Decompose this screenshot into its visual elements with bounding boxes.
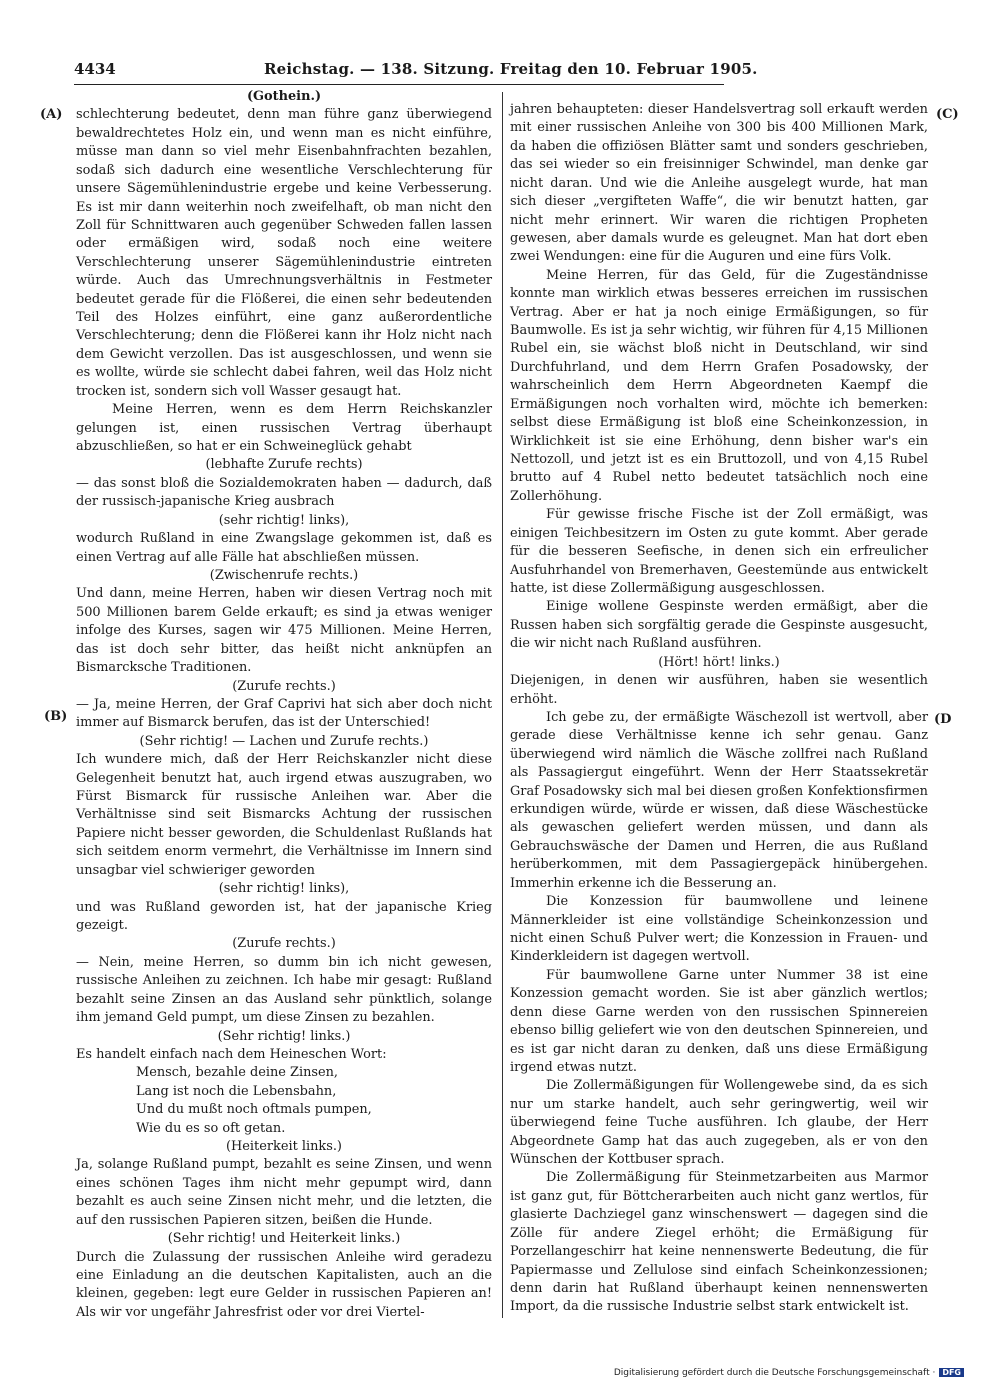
column-divider — [502, 92, 503, 1318]
interjection: (Zwischenrufe rechts.) — [209, 567, 359, 583]
page-number: 4434 — [74, 60, 116, 78]
paragraph: Meine Herren, für das Geld, für die Zugeständnisse konnte man wirklich etwas besseres erreichen im russischen Vertrag. Aber er hat ja noch einige Ermäßigungen, so für Baumwolle. Es ist ja sehr wichtig, wir führen für 4,15 Millionen Rubel ein, sie wächst bloß nicht in Deutschland, wir sind Durchfuhrland, und dem Herrn Grafen Posadowsky, der wahrscheinlich dem Herrn Abgeordneten Kaempf die Ermäßigungen noch vorhalten wird, möchte ich bemerken: selbst diese Ermäßigung ist bloß eine Scheinkonzession, in Wirklichkeit ist sie eine Erhöhung, denn bisher war's ein Nettozoll, und jetzt ist es ein Bruttozoll, und von 4,15 Rubel brutto auf 4 Rubel netto bedeutet tatsächlich noch eine Zollerhöhung. — [510, 267, 928, 504]
digitization-credit — [614, 1368, 964, 1378]
paragraph: Die Zollermäßigungen für Wollengewebe sind, da es sich nur um starke handelt, auch sehr geringwertig, weil wir überwiegend feine Tuche ausführen. Ich glaube, der Herr Abgeordnete Gamp hat das auch zugegeben, als er von den Wünschen der Kottbuser sprach. — [510, 1078, 928, 1168]
paragraph: Die Zollermäßigung für Steinmetzarbeiten aus Marmor ist ganz gut, für Böttcherarbeiten auch nicht ganz wertlos, für glasierte Dachziegel ganz winschenswert — dagegen sind die Zölle für andere Ziegel erhöht; die Ermäßigung für Porzellangeschirr hat keine nennenswerte Bedeutung, die für Papiermasse und Zellulose sind einfach Scheinkonzessionen; denn darin hat Rußland überhaupt keinen nennenswerten Import, da die russische Industrie selbst stark entwickelt ist. — [510, 1170, 928, 1315]
paragraph: jahren behaupteten: dieser Handelsvertrag soll erkauft werden mit einer russischen Anleihe von 300 bis 400 Millionen Mark, da haben die offiziösen Blätter samt und sonders geschrieben, das sei wieder so ein freisinniger Schwindel, man denke gar nicht daran. Und wie die Anleihe ausgelegt wurde, hat man sich dieser „vergifteten Waffe“, die wir benutzt hatten, gar nicht mehr erinnert. Wir waren die richtigen Propheten gewesen, aber damals wurde es geleugnet. Man hat dort eben zwei Wendungen: eine für die Auguren und eine fürs Volk. — [510, 102, 928, 265]
credit-text: Digitalisierung gefördert durch die Deutsche Forschungsgemeinschaft · — [613, 1368, 936, 1378]
speaker-name: (Gothein.) — [246, 89, 322, 104]
paragraph: Und dann, meine Herren, haben wir diesen Vertrag noch mit 500 Millionen barem Gelde erkauft; es sind ja etwas weniger infolge des Kurses, sagen wir 475 Millionen. Meine Herren, das ist doch sehr bitter, das heißt nicht anknüpfen an Bismarcksche Traditionen. — [76, 586, 492, 676]
verse-line: Wie du es so oft getan. — [136, 1120, 286, 1136]
margin-marker-a: (A) — [40, 107, 63, 122]
paragraph: Für baumwollene Garne unter Nummer 38 ist eine Konzession gemacht worden. Sie ist aber gänzlich wertlos; denn diese Garne werden von den russischen Spinnereien ebenso billig geliefert wie von den deutschen Spinnereien, und es ist gar nicht daran zu denken, daß uns diese Ermäßigung irgend etwas nutzt. — [510, 967, 928, 1075]
margin-marker-b: (B) — [44, 709, 68, 724]
paragraph: Für gewisse frische Fische ist der Zoll ermäßigt, was einigen Teichbesitzern im Osten zu gute kommt. Aber gerade für die besseren Seefische, in denen sich ein erfreulicher Ausfuhrhandel von Bremerhaven, Geestemünde aus entwickelt hatte, ist diese Zollermäßigung ausgeschlossen. — [510, 507, 928, 596]
interjection: (Hört! hört! links.) — [658, 654, 780, 670]
paragraph: schlechterung bedeutet, denn man führe ganz überwiegend bewaldrechtetes Holz ein, und wenn man es nicht einführe, müsse man dann so viel mehr Eisenbahnfrachten bezahlen, sodaß sich dadurch eine wesentliche Verschlechterung für unsere Sägemühlenindustrie ergebe und keine Verbesserung. Es ist mir dann weiterhin noch zweifelhaft, ob man nicht den Zoll für Schnittwaren auch gegenüber Schweden fallen lassen oder ermäßigen wird, sodaß noch eine weitere Verschlechterung unserer Sägemühlenindustrie eintreten würde. Auch das Umrechnungsverhältnis in Festmeter bedeutet gerade für die Flößerei, die einen sehr bedeutenden Teil des Holzes einführt, eine ganz außerordentliche Verschlechterung; denn die Flößerei kann ihr Holz nicht nach dem Gewicht verzollen. Das ist ausgeschlossen, und wenn sie es wollte, würde sie schlecht dabei fahren, weil das Holz nicht trocken ist, sondern sich voll Wasser gesaugt hat. — [76, 107, 492, 399]
interjection: (Zurufe rechts.) — [232, 936, 336, 952]
paragraph: Ich wundere mich, daß der Herr Reichskanzler nicht diese Gelegenheit benutzt hat, auch irgend etwas auszugraben, wo Fürst Bismarck für russische Anleihen war. Aber die Verhältnisse sind seit Bismarcks Achtung der russischen Papiere nicht besser geworden, die Schuldenlast Rußlands hat sich seitdem enorm vermehrt, die Verhältnisse im Innern sind unsagbar viel schwieriger geworden — [76, 752, 492, 878]
paragraph: — Ja, meine Herren, der Graf Caprivi hat sich aber doch nicht immer auf Bismarck berufen, das ist der Unterschied! — [76, 696, 492, 731]
interjection: (sehr richtig! links), — [218, 512, 350, 528]
verse-line: Lang ist noch die Lebensbahn, — [136, 1083, 337, 1099]
header-rule — [74, 84, 724, 85]
running-title: Reichstag. — 138. Sitzung. Freitag den 10. Februar 1905. — [264, 60, 758, 78]
paragraph: Einige wollene Gespinste werden ermäßigt, aber die Russen haben sich sorgfältig gerade die Gespinste ausgesucht, die wir nicht nach Rußland ausführen. — [510, 599, 928, 652]
paragraph: Meine Herren, wenn es dem Herrn Reichskanzler gelungen ist, einen russischen Vertrag überhaupt abzuschließen, so hat er ein Schweineglück gehabt — [76, 402, 492, 455]
dfg-logo: DFG — [939, 1368, 964, 1377]
page-header — [74, 60, 758, 82]
interjection: (Sehr richtig! links.) — [217, 1028, 351, 1044]
margin-marker-c: (C) — [936, 107, 959, 122]
paragraph: Die Konzession für baumwollene und leinene Männerkleider ist eine vollständige Scheinkonzession und nicht einen Schuß Pulver wert; die Konzession in Frauen- und Kinderkleidern ist dagegen wertvoll. — [510, 894, 928, 965]
paragraph: Diejenigen, in denen wir ausführen, haben sie wesentlich erhöht. — [510, 673, 928, 707]
paragraph: wodurch Rußland in eine Zwangslage gekommen ist, daß es einen Vertrag auf alle Fälle hat abschließen müssen. — [76, 531, 492, 565]
interjection: (sehr richtig! links), — [218, 881, 350, 897]
interjection: (Heiterkeit links.) — [226, 1139, 342, 1155]
paragraph: — das sonst bloß die Sozialdemokraten haben — dadurch, daß der russisch-japanische Krieg ausbrach — [76, 475, 492, 510]
paragraph: Es handelt einfach nach dem Heineschen Wort: — [76, 1046, 387, 1062]
right-column — [510, 101, 928, 1317]
margin-marker-d: (D — [934, 712, 952, 727]
interjection: (Sehr richtig! und Heiterkeit links.) — [167, 1231, 401, 1247]
paragraph: Ja, solange Rußland pumpt, bezahlt es seine Zinsen, und wenn eines schönen Tages ihm nicht mehr gepumpt wird, dann bezahlt es auch seine Zinsen nicht mehr, und die letzten, die auf den russischen Papieren sitzen, beißen die Hunde. — [76, 1157, 492, 1228]
left-column — [76, 88, 492, 1322]
interjection: (Zurufe rechts.) — [232, 678, 336, 694]
verse-line: Und du mußt noch oftmals pumpen, — [136, 1102, 372, 1118]
paragraph: Durch die Zulassung der russischen Anleihe wird geradezu eine Einladung an die deutschen Kapitalisten, auch an die kleinen, gegeben: legt eure Gelder in russischen Papieren an! Als wir vor ungefähr Jahresfrist oder vor drei Viertel- — [76, 1249, 492, 1320]
paragraph: und was Rußland geworden ist, hat der japanische Krieg gezeigt. — [76, 899, 492, 933]
interjection: (Sehr richtig! — Lachen und Zurufe rechts.) — [139, 733, 429, 749]
interjection: (lebhafte Zurufe rechts) — [205, 457, 363, 473]
paragraph: Ich gebe zu, der ermäßigte Wäschezoll ist wertvoll, aber gerade diese Verhältnisse kenne ich sehr genau. Ganz überwiegend wird nämlich die Wäsche zollfrei nach Rußland als Passagiergut eingeführt. Wenn der Herr Staatssekretär Graf Posadowsky sich mal bei diesen großen Konfektionsfirmen erkundigen würde, würde er wissen, daß diese Wäschestücke als gewaschen geliefert werden müssen, und dann als Gebrauchswäsche der Damen und Herren, die aus Rußland herüberkommen, mit dem Passagiergepäck hinübergehen. Immerhin erkenne ich die Besserung an. — [510, 709, 928, 891]
verse-line: Mensch, bezahle deine Zinsen, — [136, 1065, 339, 1081]
paragraph: — Nein, meine Herren, so dumm bin ich nicht gewesen, russische Anleihen zu zeichnen. Ich habe mir gesagt: Rußland bezahlt seine Zinsen an das Ausland sehr pünktlich, solange ihm jemand Geld pumpt, um diese Zinsen zu bezahlen. — [76, 954, 492, 1026]
